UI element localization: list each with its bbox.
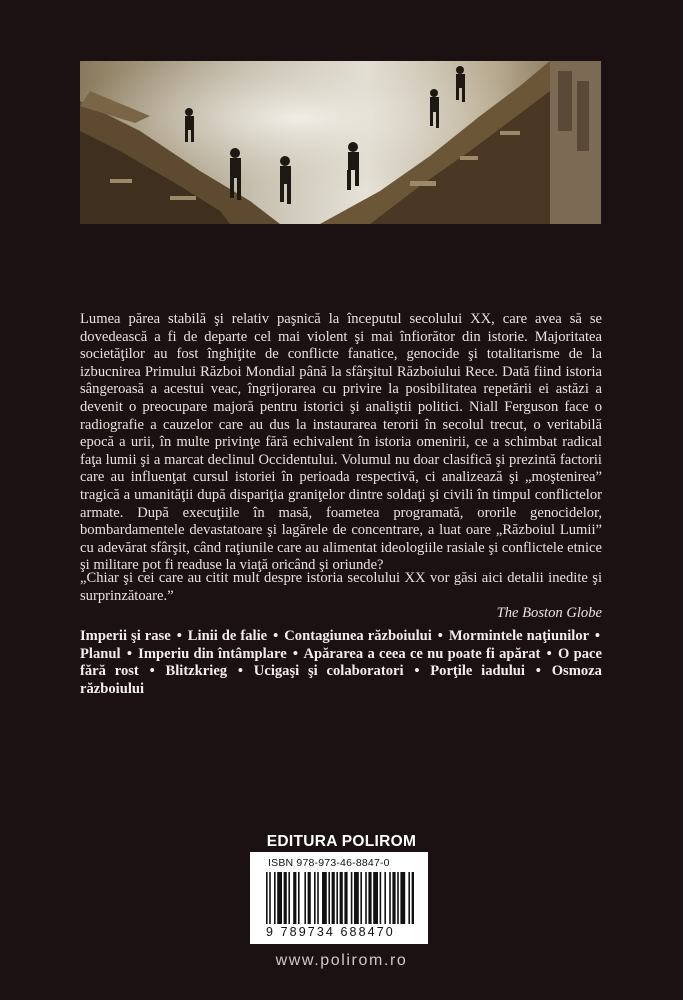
barcode-bar xyxy=(314,872,316,924)
chapter-title: O pace fără rost xyxy=(80,645,602,680)
chapter-title: Mormintele naţiunilor xyxy=(448,628,589,644)
review-source: The Boston Globe xyxy=(496,605,602,621)
barcode-bar xyxy=(365,872,367,924)
chapter-title: Planul xyxy=(80,645,121,662)
war-ruins-photo-icon xyxy=(80,61,601,224)
barcode-bar xyxy=(308,872,311,924)
barcode-bar xyxy=(328,872,330,924)
publisher-name: EDITURA POLIROM xyxy=(266,833,417,850)
barcode-bar xyxy=(408,872,410,924)
chapter-separator: • xyxy=(237,663,243,680)
barcode-bar xyxy=(380,872,382,924)
chapter-title: Contagiunea războiului xyxy=(284,628,432,644)
barcode-digits: 9 789734 688470 xyxy=(266,925,395,939)
barcode-bar xyxy=(293,872,296,924)
barcode-bar xyxy=(384,872,386,924)
chapter-separator: • xyxy=(594,628,600,644)
barcode-bars-icon xyxy=(264,872,414,924)
barcode-bar xyxy=(332,872,335,924)
chapter-separator: • xyxy=(149,663,155,680)
barcode-bar xyxy=(412,872,414,924)
chapter-title: Imperii şi rase xyxy=(80,628,171,644)
book-description: Lumea părea stabilă şi relativ paşnică la începutul secolului XX, care avea să se dovedească a fi de departe cel mai violent şi mai înfiorător din istorie. Majoritatea societăţilor au fost înghiţite de conflicte fanatice, genocide şi totalitarisme de la izbucnirea Primului Război Mondial până la sfârşitul Războiului Rece. Dată fiind istoria sângeroasă a acestui veac, îngrijorarea cu privire la posibilitatea repetării ei astăzi a devenit o preocupare majoră pentru istorici şi analiştii politici. Niall Ferguson face o radiografie a cauzelor care au dus la instaurarea terorii în secolul trecut, o veritabilă epocă a urii, în multe privinţe fără echivalent în istoria omenirii, ce a schimbat radical faţa lumii şi a marcat declinul Occidentului. Volumul nu doar clasifică şi prezintă factorii care au influenţat cursul istoriei în perioada respectivă, ci analizează şi „moştenirea” tragică a umanităţii după dispariţia graniţelor dintre soldaţi şi civili în timpul conflictelor armate. După execuţiile în masă, foametea programată, ororile genocidelor, bombardamentele devastatoare şi lagărele de concentrare, a luat oare „Războiul Lumii” cu adevărat sfârşit, când raţiunile care au alimentat ideologiile rasiale şi conflictele etnice şi militare pot fi readuse la viaţă oricând şi oriunde? xyxy=(80,311,602,574)
isbn-label: ISBN 978-973-46-8847-0 xyxy=(268,857,390,869)
chapter-separator: • xyxy=(535,663,541,680)
chapter-title: Osmoza războiului xyxy=(80,663,602,697)
chapter-separator: • xyxy=(437,628,443,644)
chapter-list xyxy=(80,628,602,698)
chapter-title: Blitzkrieg xyxy=(165,663,228,680)
barcode-bar xyxy=(368,872,371,924)
barcode-bar xyxy=(354,872,359,924)
chapter-separator: • xyxy=(292,645,299,662)
barcode-bar xyxy=(288,872,290,924)
chapter-title: Ucigaşi şi colaboratori xyxy=(253,663,404,680)
chapter-separator: • xyxy=(126,645,132,662)
barcode-bar xyxy=(304,872,306,924)
chapter-separator: • xyxy=(273,628,279,644)
barcode-bar xyxy=(336,872,338,924)
barcode-bar xyxy=(284,872,287,924)
publisher-website: www.polirom.ro xyxy=(275,952,408,969)
barcode-bar xyxy=(274,872,276,924)
barcode xyxy=(250,852,428,944)
chapter-separator: • xyxy=(176,628,182,644)
chapter-separator: • xyxy=(546,645,552,662)
barcode-bar xyxy=(266,872,268,924)
chapter-title: Apărarea a ceea ce nu poate fi apărat xyxy=(303,645,541,662)
barcode-bar xyxy=(351,872,353,924)
barcode-bar xyxy=(340,872,343,924)
barcode-bar xyxy=(392,872,395,924)
cover-photo xyxy=(80,61,601,224)
chapter-title: Linii de falie xyxy=(187,628,268,644)
barcode-bar xyxy=(389,872,391,924)
barcode-bar xyxy=(397,872,399,924)
barcode-bar xyxy=(322,872,327,924)
barcode-bar xyxy=(344,872,347,924)
chapter-title: Imperiu din întâmplare xyxy=(138,645,287,662)
barcode-bar xyxy=(298,872,300,924)
barcode-bar xyxy=(277,872,282,924)
barcode-bar xyxy=(373,872,378,924)
review-quote: „Chiar şi cei care au citit mult despre istoria secolului XX vor găsi aici detalii inedite şi surprinzătoare.” xyxy=(80,570,602,604)
chapter-title: Porţile iadului xyxy=(430,663,525,680)
barcode-bar xyxy=(269,872,271,924)
chapter-separator: • xyxy=(414,663,420,680)
barcode-bar xyxy=(317,872,319,924)
barcode-bar xyxy=(400,872,405,924)
barcode-bar xyxy=(360,872,362,924)
